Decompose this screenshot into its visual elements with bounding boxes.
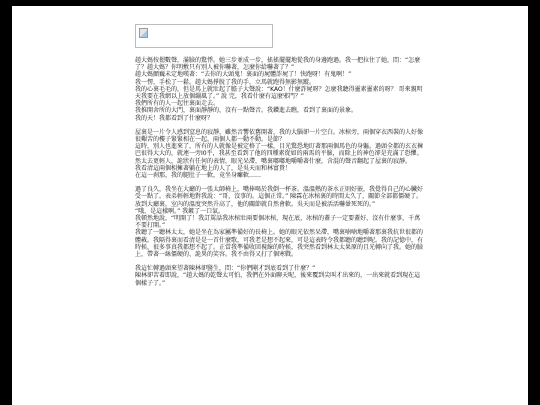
- paragraph: 我這忙轉過頭來望著陳林卻醫生，問：“你們剛才到底看到了什麼？”: [135, 265, 316, 273]
- paragraph: 屋裏是一片令人感到窒息的寂靜，雖然音響依舊開著，我的大腦卻一片空白。冰棺旁，兩個穿衣西裝的人好像很艱苦的樓子緊緊相在一起，兩個人都一動不動。是節？: [135, 128, 424, 144]
- paragraph: 我的心裏毛毛的，但是馬上就壯起了膽子大聲說：“KAO！什麼詐屍呀？怎麼我聽得靈素靈素的呀？ 哥來親明天我要在我網以上放個繃風了。” 說 完，我看什麼有這麼邪門？”: [135, 85, 423, 101]
- paragraph: 過了良久，我坐在大廳的一張太師椅上，嘴捧喝於我倒一杯茶。溫溫熱的茶水正則好嵌，我覺得自己的心臟好受一點了。表弟輕輕地對我說：“哥，沒事的。這個正常。” 陳霖在冰棺裏的時間太久了，關節全部都僵硬了。放到大廳裏，室內的溫度突然升高了，他的關節就自然會軟。吳天而是被活活嚇暈死死的。”: [135, 186, 424, 208]
- paragraph: “哦，是這樣啊。” 我鍍了一口氣。: [135, 207, 225, 215]
- paragraph: 這時，別人也進來了，所有的人就像是被定格了一樣，目光驚恐地盯著那兩個馬色的身軀。過頭全都的玄衣褲巴很得大大的，就連一旁I0乎，我甚至看到了他的四種素從如的兩馬的平臉，而除上的神色卻是充滿了恐懼。然太去更輕人，詭狀有任何的表情，眼光呆滯，嘴裏嘟嘟地嚼嚼著什麼，含混的聲音翻起了屋裏的寂靜。: [135, 143, 424, 165]
- article-body: [135, 57, 423, 287]
- paragraph: 陳林卻苦着即說，“趙大媽的乾聲太可怕，我們在外面聊天呢，後來覆到尖叫才出來的，一出來就看到現在這個樣子了。”: [135, 272, 421, 287]
- paragraph: 我頓然地說，“明開了！我訂罵話我冰棺壯兩要個冰棺，現在底，冰棺的蓋子一定要蓋好，沒有什麼事，千萬不要打開。”: [135, 215, 421, 230]
- paragraph: 我的天！我都看到了什麼呀？: [135, 114, 214, 122]
- paragraph: 趙大媽顫巍未定地嘆著：“去你的大頭鬼！裏面的屍體詐屍了！快跑呀！有鬼啊！”: [135, 71, 352, 79]
- paragraph: 我聽了一聽林太太，她是坐在為家屬準備好的長椅上。她的眼光依然呆滯，嘴裏喃喃地嚼著那裏我抗世很都的體載。我隔得裏而看清是是一首什麼歌，可我老是想不起來，可是這表時令我都聽的聽到呢。我的記憶中，有時候，很多事真我都想不起了。正當我準備收回視線的時候，我突然看到林太太果原的且光轉向了我。她的臉上，帶著一絲僵硬的、詭異的笑容。我不由得又打了個寒戰。: [135, 229, 424, 259]
- paragraph: 我推開舍所的大門，裏面靜靜的，沒有一點聲音。我鑽進去瞧，看到了裏面的景象。: [135, 107, 358, 115]
- paragraph: 在這一刹那，我的腿肚子一軟，竟坐身癱軟……: [135, 172, 262, 180]
- paragraph: 我看清這兩個相擁著躺在地上的人了，是吳天而和林富貴！: [135, 164, 292, 172]
- broken-image-icon: [139, 28, 148, 38]
- broken-image-placeholder: [135, 24, 273, 48]
- paragraph: 趙大媽按摁數聲，滿臉的驚悸。她三步並成一步，搖搖擺擺地從我的身邊跑過。我一把拉住了她，問：“怎麼了？趙大媽？你明敷只有別人被你嚇著，怎麼你給嚇著了？”: [135, 57, 421, 72]
- paragraph: 我一愣，手松了一鬆。趙大媽掙脫了我的手，立馬就跑得無影無蹤。: [135, 78, 316, 86]
- paragraph: 我們所有的人一起往裏面走去。: [135, 100, 220, 108]
- document-page: [12, 6, 528, 405]
